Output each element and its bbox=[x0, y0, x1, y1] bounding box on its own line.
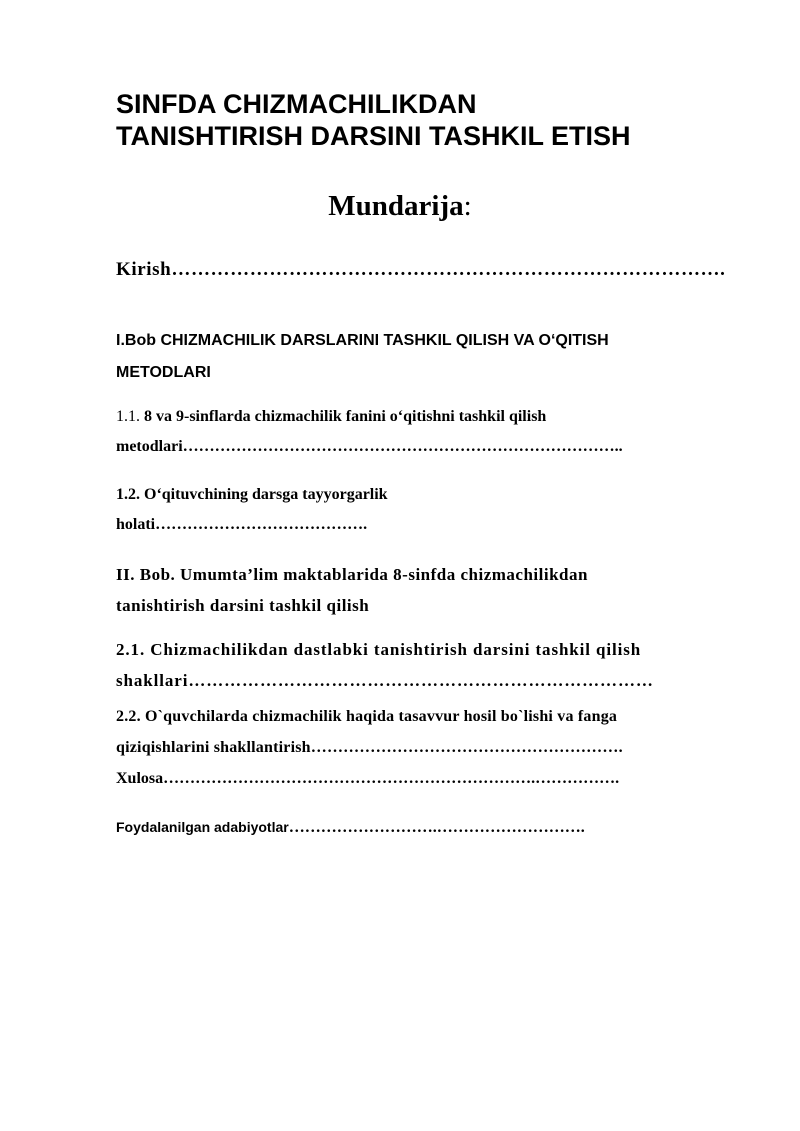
toc-entry-section-2-2 bbox=[116, 701, 756, 763]
toc-entry-chapter-1 bbox=[116, 325, 734, 389]
toc-entry-text-2: holati bbox=[116, 516, 156, 533]
toc-entry-section-2-1 bbox=[116, 634, 734, 696]
toc-entry-line-2: METODLARI bbox=[116, 364, 211, 381]
toc-entry-label: Foydalanilgan adabiyotlar bbox=[116, 819, 289, 835]
toc-entry-line-2: shakllari bbox=[116, 671, 189, 690]
toc-leader-dots: ……………………………………………………………………….. bbox=[182, 438, 623, 455]
toc-entry-references bbox=[116, 812, 734, 843]
toc-entry-kirish bbox=[116, 256, 734, 284]
toc-leader-dots: ……………………….………………………. bbox=[288, 819, 585, 836]
toc-entry-text: 8 va 9-sinflarda chizmachilik fanini o‘qitishni tashkil qilish bbox=[144, 408, 547, 425]
toc-entry-chapter-2 bbox=[116, 559, 734, 621]
toc-entry-section-1-2 bbox=[116, 480, 734, 540]
title-line-1: SINFDA CHIZMACHILIKDAN bbox=[116, 89, 477, 119]
toc-entry-text-2: metodlari bbox=[116, 438, 183, 455]
document-title bbox=[116, 88, 756, 152]
toc-entry-line-2: tanishtirish darsini tashkil qilish bbox=[116, 596, 370, 615]
toc-leader-dots: …………………………………. bbox=[155, 516, 368, 533]
toc-entry-line-1: 2.1. Chizmachilikdan dastlabki tanishtirish darsini tashkil qilish bbox=[116, 640, 642, 659]
toc-heading-colon: : bbox=[463, 190, 472, 222]
toc-entry-line-1: I.Bob CHIZMACHILIK DARSLARINI TASHKIL QILISH VA O‘QITISH bbox=[116, 332, 609, 349]
toc-heading-text: Mundarija bbox=[328, 190, 464, 222]
toc-entry-label: Kirish bbox=[116, 259, 172, 280]
toc-leader-dots: …………………………………………………………….……………. bbox=[163, 770, 620, 787]
toc-entry-section-1-1 bbox=[116, 402, 734, 462]
toc-entry-xulosa bbox=[116, 764, 734, 794]
toc-entry-line-2: qiziqishlarini shakllantirish bbox=[116, 739, 311, 756]
toc-leader-dots: …………………………………………………. bbox=[310, 739, 623, 756]
toc-heading bbox=[0, 188, 800, 224]
toc-entry-number: 1.1. bbox=[116, 408, 140, 425]
toc-entry-line-1: II. Bob. Umumta’lim maktablarida 8-sinfda chizmachilikdan bbox=[116, 565, 588, 584]
toc-entry-line-1: 2.2. O`quvchilarda chizmachilik haqida tasavvur hosil bo`lishi va fanga bbox=[116, 708, 618, 725]
toc-leader-dots: …………………………………………………………………… bbox=[188, 671, 654, 690]
toc-entry-label: Xulosa bbox=[116, 770, 164, 787]
toc-entry-text: 1.2. O‘qituvchining darsga tayyorgarlik bbox=[116, 486, 388, 503]
toc-leader-dots: …………………………………………………………………………. bbox=[171, 259, 726, 280]
title-line-2: TANISHTIRISH DARSINI TASHKIL ETISH bbox=[116, 121, 631, 151]
